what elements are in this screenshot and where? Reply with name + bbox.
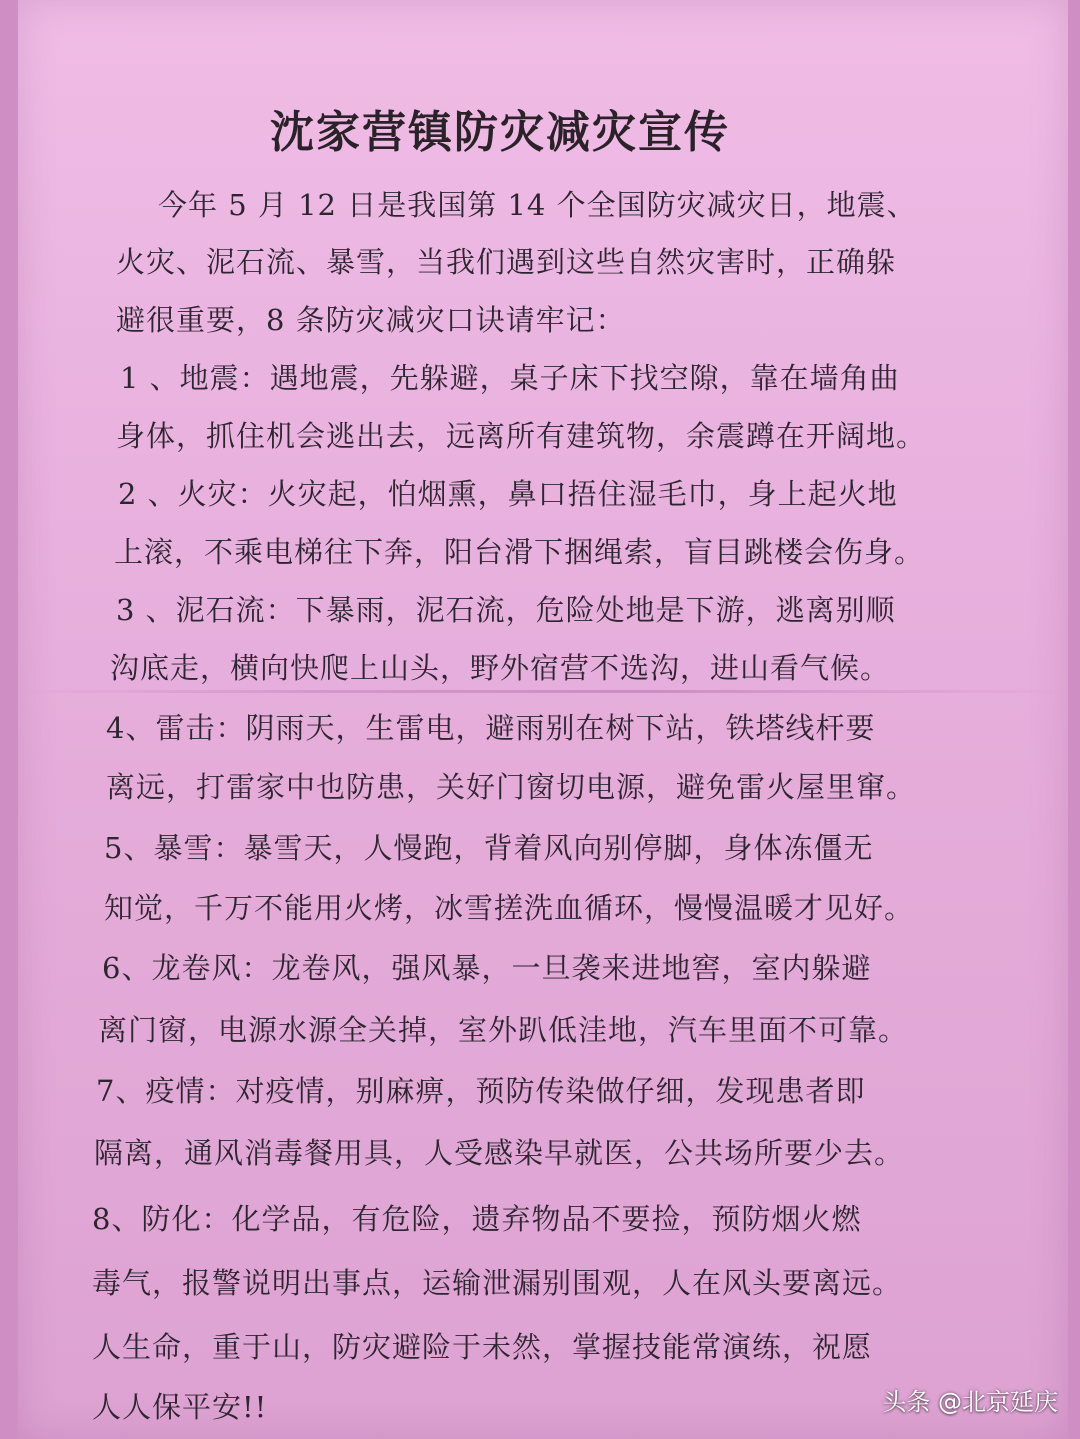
text-line: 8、防化：化学品，有危险，遗弃物品不要捡，预防烟火燃 — [92, 1202, 862, 1236]
watermark-text: 头条 @北京延庆 — [882, 1388, 1058, 1416]
text-line: 避很重要，8 条防灾减灾口诀请牢记： — [116, 303, 626, 337]
text-line: 7、疫情：对疫情，别麻痹，预防传染做仔细，发现患者即 — [96, 1074, 866, 1108]
text-line: 4、雷击：阴雨天，生雷电，避雨别在树下站，铁塔线杆要 — [106, 711, 876, 745]
text-line: 5、暴雪：暴雪天，人慢跑，背着风向别停脚，身体冻僵无 — [104, 831, 874, 865]
text-line: 知觉，千万不能用火烤，冰雪搓洗血循环，慢慢温暖才见好。 — [104, 891, 915, 925]
text-line: 3 、泥石流：下暴雨，泥石流，危险处地是下游，逃离别顺 — [116, 593, 896, 627]
text-line: 火灾、泥石流、暴雪，当我们遇到这些自然灾害时，正确躲 — [116, 245, 897, 279]
text-line: 毒气，报警说明出事点，运输泄漏别围观，人在风头要离远。 — [92, 1266, 903, 1300]
text-line: 2 、火灾：火灾起，怕烟熏，鼻口捂住湿毛巾，身上起火地 — [118, 477, 898, 511]
text-line: 上滚，不乘电梯往下奔，阳台滑下捆绳索，盲目跳楼会伤身。 — [114, 535, 925, 569]
text-line: 人人保平安!! — [92, 1390, 268, 1424]
text-line: 离远，打雷家中也防患，关好门窗切电源，避免雷火屋里窜。 — [106, 770, 917, 804]
text-line: 沟底走，横向快爬上山头，野外宿营不选沟，进山看气候。 — [110, 651, 891, 685]
text-line: 6、龙卷风：龙卷风，强风暴，一旦袭来进地窖，室内躲避 — [102, 951, 872, 985]
text-line: 身体，抓住机会逃出去，远离所有建筑物，余震蹲在开阔地。 — [116, 419, 927, 453]
paper-fold — [18, 690, 1068, 693]
text-line: 今年 5 月 12 日是我国第 14 个全国防灾减灾日，地震、 — [158, 188, 917, 222]
document-title: 沈家营镇防灾减灾宣传 — [270, 107, 730, 158]
text-line: 离门窗，电源水源全关掉，室外趴低洼地，汽车里面不可靠。 — [98, 1013, 909, 1047]
text-line: 隔离，通风消毒餐用具，人受感染早就医，公共场所要少去。 — [94, 1136, 905, 1170]
text-line: 1 、地震：遇地震，先躲避，桌子床下找空隙，靠在墙角曲 — [120, 361, 900, 395]
text-line: 人生命，重于山，防灾避险于未然，掌握技能常演练，祝愿 — [92, 1330, 873, 1364]
